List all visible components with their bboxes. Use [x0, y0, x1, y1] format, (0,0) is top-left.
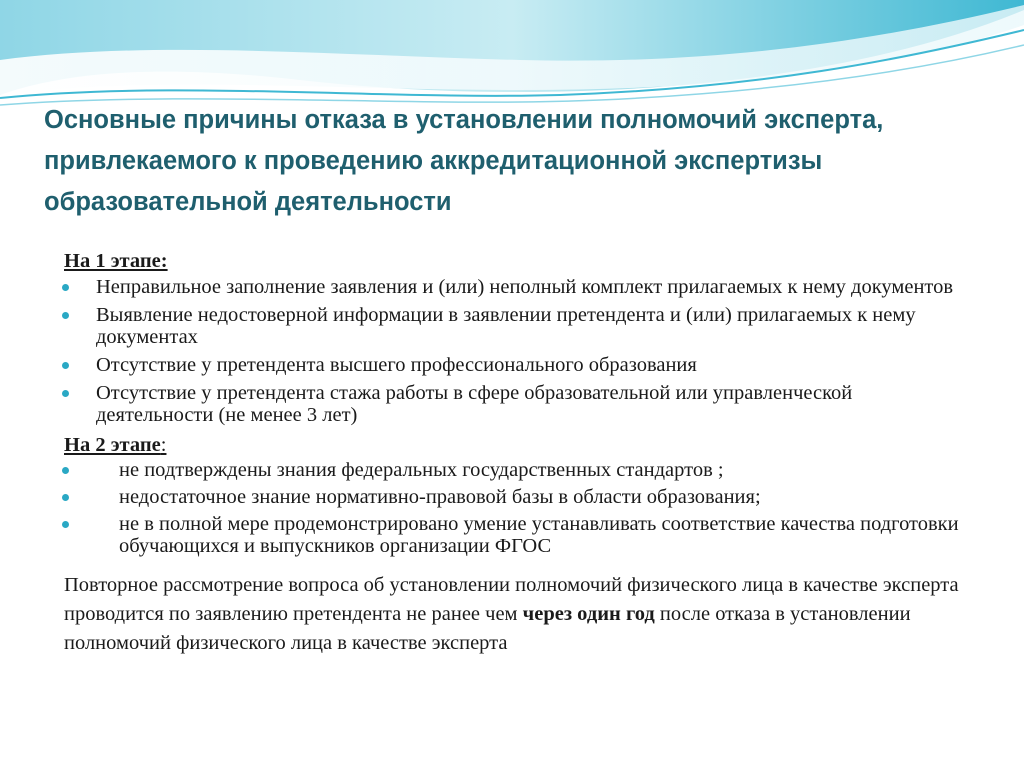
repeat-review-note: Повторное рассмотрение вопроса об установлении полномочий физического лица в качестве эксперта проводится по заявлению претендента не ранее чем через один год после отказа в установлении полномочий физического лица в качестве эксперта	[64, 574, 959, 654]
stage-1-list	[64, 276, 964, 426]
list-item: не подтверждены знания федеральных государственных стандартов ;	[64, 459, 964, 481]
bullet-icon	[62, 467, 69, 474]
stage-2-label: На 2 этапе:	[64, 434, 167, 456]
list-item: Выявление недостоверной информации в заявлении претендента и (или) прилагаемых к нему документах	[64, 304, 964, 348]
stage-1-label: На 1 этапе:	[64, 250, 168, 272]
emphasis-one-year: через один год	[522, 603, 655, 625]
list-item: Неправильное заполнение заявления и (или) неполный комплект прилагаемых к нему документов	[64, 276, 964, 298]
list-item: не в полной мере продемонстрировано умение устанавливать соответствие качества подготовки обучающихся и выпускников организации ФГОС	[64, 513, 964, 557]
list-item: недостаточное знание нормативно-правовой базы в области образования;	[64, 486, 964, 508]
slide-title: Основные причины отказа в установлении полномочий эксперта, привлекаемого к проведению аккредитационной экспертизы образовательной деятельности	[44, 106, 884, 216]
bullet-icon	[62, 312, 69, 319]
slide-body	[64, 248, 964, 658]
bullet-icon	[62, 494, 69, 501]
bullet-icon	[62, 521, 69, 528]
bullet-icon	[62, 284, 69, 291]
bullet-icon	[62, 362, 69, 369]
bullet-icon	[62, 390, 69, 397]
list-item: Отсутствие у претендента стажа работы в сфере образовательной или управленческой деятельности (не менее 3 лет)	[64, 382, 964, 426]
stage-2-list	[64, 459, 964, 557]
list-item: Отсутствие у претендента высшего профессионального образования	[64, 354, 964, 376]
